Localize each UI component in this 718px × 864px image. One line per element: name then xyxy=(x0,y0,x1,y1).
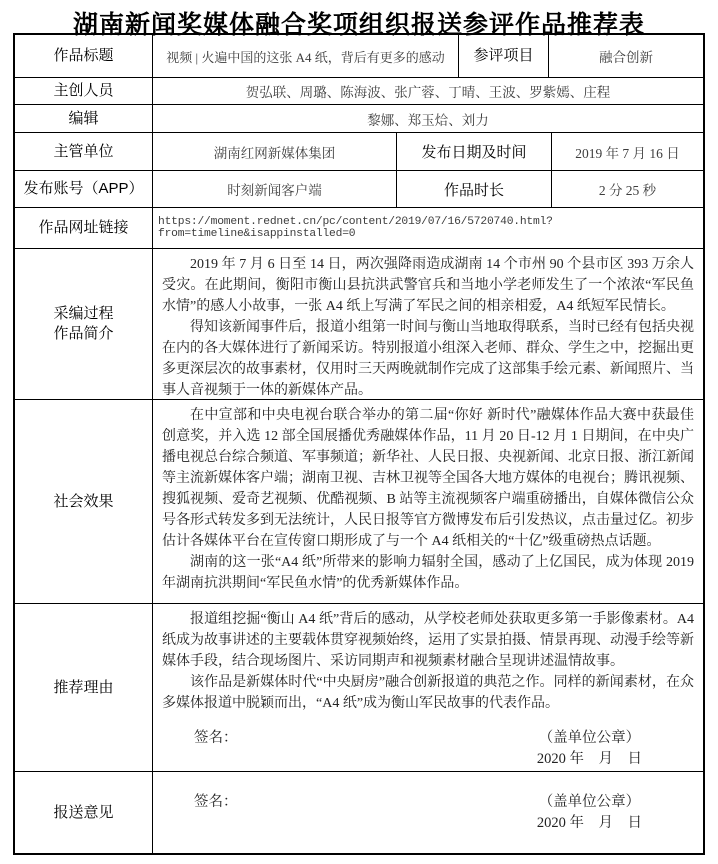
creators-value: 贺弘联、周璐、陈海波、张广蓉、丁晴、王波、罗紫嫣、庄程 xyxy=(152,78,703,104)
recommend-paragraph-2: 该作品是新媒体时代“中央厨房”融合创新报道的典范之作。同样的新闻素材，在众多媒体报道中脱颖而出，“A4 纸”成为衡山军民故事的代表作品。 xyxy=(162,675,694,711)
page-title: 湖南新闻奖媒体融合奖项组织报送参评作品推荐表 xyxy=(72,11,645,39)
row-effect xyxy=(15,399,703,603)
recommend-signature-row xyxy=(162,728,694,770)
opinion-signature-row xyxy=(162,792,694,834)
category-label: 参评项目 xyxy=(458,35,548,77)
url-label: 作品网址链接 xyxy=(38,219,129,236)
row-supervisor xyxy=(15,132,703,170)
recommend-label: 推荐理由 xyxy=(53,678,114,696)
opinion-content xyxy=(152,772,703,853)
row-work-title xyxy=(15,35,703,77)
work-url-text: https://moment.rednet.cn/pc/content/2019/07/16/5720740.html?from=timeline&isappinstalled=0 xyxy=(152,208,703,248)
effect-paragraph-1: 在中宣部和中央电视台联合举办的第二届“你好 新时代”融媒体作品大赛中获最佳创意奖，并入选 12 部全国展播优秀融媒体作品，11 月 20 日-12 月 1 日期间，在中央广播电视总台综合频道、军事频道；新华社、人民日报、央视新闻、北京日报、浙江新闻等主流新媒体客户端；湖南卫视、吉林卫视等全国各大地方媒体的电视台；腾讯视频、搜狐视频、爱奇艺视频、优酷视频、B 站等主流视频客户端重磅播出，自媒体微信公众号各形式转发多到无法统计，人民日报等官方微博发布后引发热议，点击量过亿。初步估计各媒体平台在宣传窗口期形成了与一个 A4 纸相关的“十亿”级重磅热点话题。 xyxy=(162,408,694,549)
publish-date-value: 2019 年 7 月 16 日 xyxy=(551,133,703,170)
account-label: 发布账号（APP） xyxy=(23,180,144,197)
account-value: 时刻新闻客户端 xyxy=(152,171,396,207)
duration-value: 2 分 25 秒 xyxy=(551,171,703,207)
intro-label-line2: 作品简介 xyxy=(53,325,114,342)
work-title-label: 作品标题 xyxy=(53,47,114,64)
intro-label xyxy=(15,249,152,399)
creators-label: 主创人员 xyxy=(53,82,114,99)
supervisor-label: 主管单位 xyxy=(53,142,114,160)
opinion-signature-label: 签名： xyxy=(194,794,238,810)
row-editors xyxy=(15,104,703,132)
editors-value: 黎娜、郑玉烚、刘力 xyxy=(152,105,703,132)
supervisor-value: 湖南红网新媒体集团 xyxy=(152,133,396,170)
opinion-seal-label: （盖单位公章） xyxy=(538,794,641,810)
row-creators xyxy=(15,77,703,104)
row-opinion xyxy=(15,771,703,853)
editors-label: 编辑 xyxy=(68,109,99,127)
intro-label-line1: 采编过程 xyxy=(53,305,114,322)
work-title-value: 视频 | 火遍中国的这张 A4 纸，背后有更多的感动 xyxy=(152,35,458,77)
publish-date-label: 发布日期及时间 xyxy=(396,133,551,170)
recommendation-form-table xyxy=(13,33,705,855)
opinion-seal-box xyxy=(537,792,642,834)
recommend-paragraph-1: 报道组挖掘“衡山 A4 纸”背后的感动，从学校老师处获取更多第一手影像素材。A4 纸成为故事讲述的主要载体贯穿视频始终，运用了实景拍摄、情景再现、动漫手绘等新媒体手段，结合现场图片、采访同期声和视频素材融合呈现讲述温情故事。 xyxy=(162,612,694,669)
duration-label: 作品时长 xyxy=(396,171,551,207)
recommend-seal-label: （盖单位公章） xyxy=(538,730,641,746)
row-recommend xyxy=(15,603,703,771)
opinion-label: 报送意见 xyxy=(53,803,114,821)
opinion-date-line: 2020 年 月 日 xyxy=(536,815,642,831)
effect-paragraph-2: 湖南的这一张“A4 纸”所带来的影响力辐射全国，感动了上亿国民，成为体现 2019 年湖南抗洪期间“军民鱼水情”的优秀新媒体作品。 xyxy=(162,555,694,591)
row-intro xyxy=(15,248,703,399)
recommend-signature-label: 签名： xyxy=(194,730,238,746)
row-url xyxy=(15,207,703,248)
recommend-date-line: 2020 年 月 日 xyxy=(536,751,642,767)
row-account xyxy=(15,170,703,207)
intro-content xyxy=(152,249,703,399)
recommend-seal-box xyxy=(537,728,642,770)
category-value: 融合创新 xyxy=(548,35,703,77)
recommend-content xyxy=(152,604,703,771)
effect-content xyxy=(152,400,703,603)
intro-paragraph-1: 2019 年 7 月 6 日至 14 日，两次强降雨造成湖南 14 个市州 90 个县市区 393 万余人受灾。在此期间，衡阳市衡山县抗洪武警官兵和当地小学老师发生了一个浓浓“军民鱼水情”的感人小故事，一张 A4 纸上写满了军民之间的相亲相爱，A4 纸短军民情长。 xyxy=(162,257,694,314)
intro-paragraph-2: 得知该新闻事件后，报道小组第一时间与衡山当地取得联系，当时已经有包括央视在内的各大媒体进行了新闻采访。特别报道小组深入老师、群众、学生之中，挖掘出更多更深层次的故事素材，仅用时三天两晚就制作完成了这部集手绘元素、新闻照片、当事人音视频于一体的新媒体产品。 xyxy=(162,320,694,398)
effect-label: 社会效果 xyxy=(53,492,114,510)
